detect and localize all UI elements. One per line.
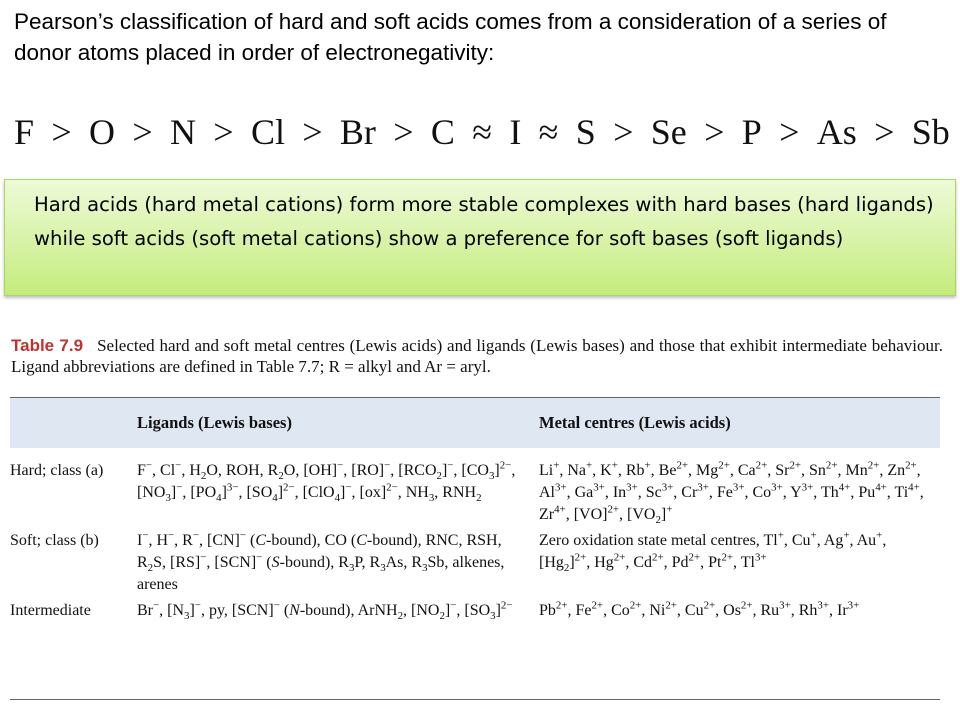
series-element: As	[816, 112, 857, 152]
table-header	[10, 397, 940, 448]
series-operator: >	[393, 112, 414, 152]
series-operator: >	[704, 112, 725, 152]
table-caption	[11, 335, 943, 377]
series-operator: >	[132, 112, 153, 152]
table-row	[10, 530, 940, 596]
metals-cell: Zero oxidation state metal centres, Tl+, Cu+, Ag+, Au+, $[Hg_2]^{2+}$, $Hg^{2+}$, $Cd^{2+}$, $Pd^{2+}$, $Pt^{2+}$, $Tl^{3+}$	[539, 529, 887, 575]
series-element: Cl	[250, 112, 285, 152]
series-element: P	[741, 112, 762, 152]
ligands-cell: F−, Cl−, $H_2O$, ROH, $R_2O$, [OH]−, [RO]−, $[RCO_2]^-$, $[CO_3]^{2-}$, $[NO_3]^-$, $[PO_4]^{3-}$, $[SO_4]^{2-}$, [ClO$_4$]−, [ox]$^{2-}$, $NH_3$, $RNH_2$	[137, 459, 516, 505]
series-element: F	[14, 112, 35, 152]
table-label: Table 7.9	[11, 336, 84, 355]
table-row	[10, 460, 940, 526]
ligands-cell: Br−, $[N_3]^-$, py, [SCN]− (N-bound), ArNH$_2$, $[NO_2]^-$, $[SO_3]^{2-}$	[137, 599, 513, 623]
table-caption-text: Selected hard and soft metal centres (Lewis acids) and ligands (Lewis bases) and those that exhibit intermediate behaviour. Ligand abbreviations are defined in Table 7.7; R = alkyl and Ar = aryl.	[11, 336, 943, 376]
series-element: C	[430, 112, 455, 152]
metals-cell: Li+, Na+, K+, Rb+, $Be^{2+}$, $Mg^{2+}$, $Ca^{2+}$, $Sr^{2+}$, $Sn^{2+}$, $Mn^{2+}$, $Zn^{2+}$, $Al^{3+}$, $Ga^{3+}$, $In^{3+}$, $Sc^{3+}$, $Cr^{3+}$, $Fe^{3+}$, $Co^{3+}$, $Y^{3+}$, $Th^{4+}$, $Pu^{4+}$, $Ti^{4+}$, $Zr^{4+}$, [VO]$^{2+}$, $[VO_2]^+$	[539, 459, 924, 527]
row-class-cell: Soft; class (b)	[10, 532, 99, 549]
series-element: Sb	[911, 112, 950, 152]
series-operator: >	[613, 112, 634, 152]
intro-text: Pearson’s classification of hard and soft acids comes from a consideration of a series of donor atoms placed in order of electronegativity:	[14, 9, 887, 65]
table-row	[10, 600, 940, 622]
series-operator: ≈	[472, 112, 492, 152]
series-operator: >	[51, 112, 72, 152]
header-ligands: Ligands (Lewis bases)	[137, 413, 292, 432]
ligands-cell: I−, H−, R−, [CN]− (C-bound), CO (C-bound), RNC, RSH, $R_2S$, [RS]−, [SCN]− (S-bound), $R_3P$, $R_3As$, $R_3Sb$, alkenes, arenes	[137, 529, 505, 593]
series-element: Br	[339, 112, 376, 152]
series-element: Se	[650, 112, 687, 152]
series-element: S	[575, 112, 596, 152]
series-element: I	[509, 112, 522, 152]
electronegativity-series	[14, 108, 950, 156]
series-operator: >	[874, 112, 895, 152]
header-metals: Metal centres (Lewis acids)	[539, 413, 731, 432]
series-operator: >	[779, 112, 800, 152]
series-operator: >	[302, 112, 323, 152]
table-bottom-rule	[10, 699, 940, 700]
row-class-cell: Hard; class (a)	[10, 462, 104, 479]
table-body	[10, 460, 940, 622]
series-element: O	[89, 112, 115, 152]
metals-cell: $Pb^{2+}$, $Fe^{2+}$, $Co^{2+}$, $Ni^{2+}$, $Cu^{2+}$, $Os^{2+}$, $Ru^{3+}$, $Rh^{3+}$, $Ir^{3+}$	[539, 599, 860, 619]
series-operator: ≈	[538, 112, 559, 152]
series-operator: >	[213, 112, 234, 152]
row-class-cell: Intermediate	[10, 602, 91, 619]
hard-soft-callout: Hard acids (hard metal cations) form more stable complexes with hard bases (hard ligands) while soft acids (soft metal cations) show a preference for soft bases (soft ligands)	[4, 179, 956, 296]
hsab-table	[10, 397, 940, 622]
series-element: N	[169, 112, 196, 152]
